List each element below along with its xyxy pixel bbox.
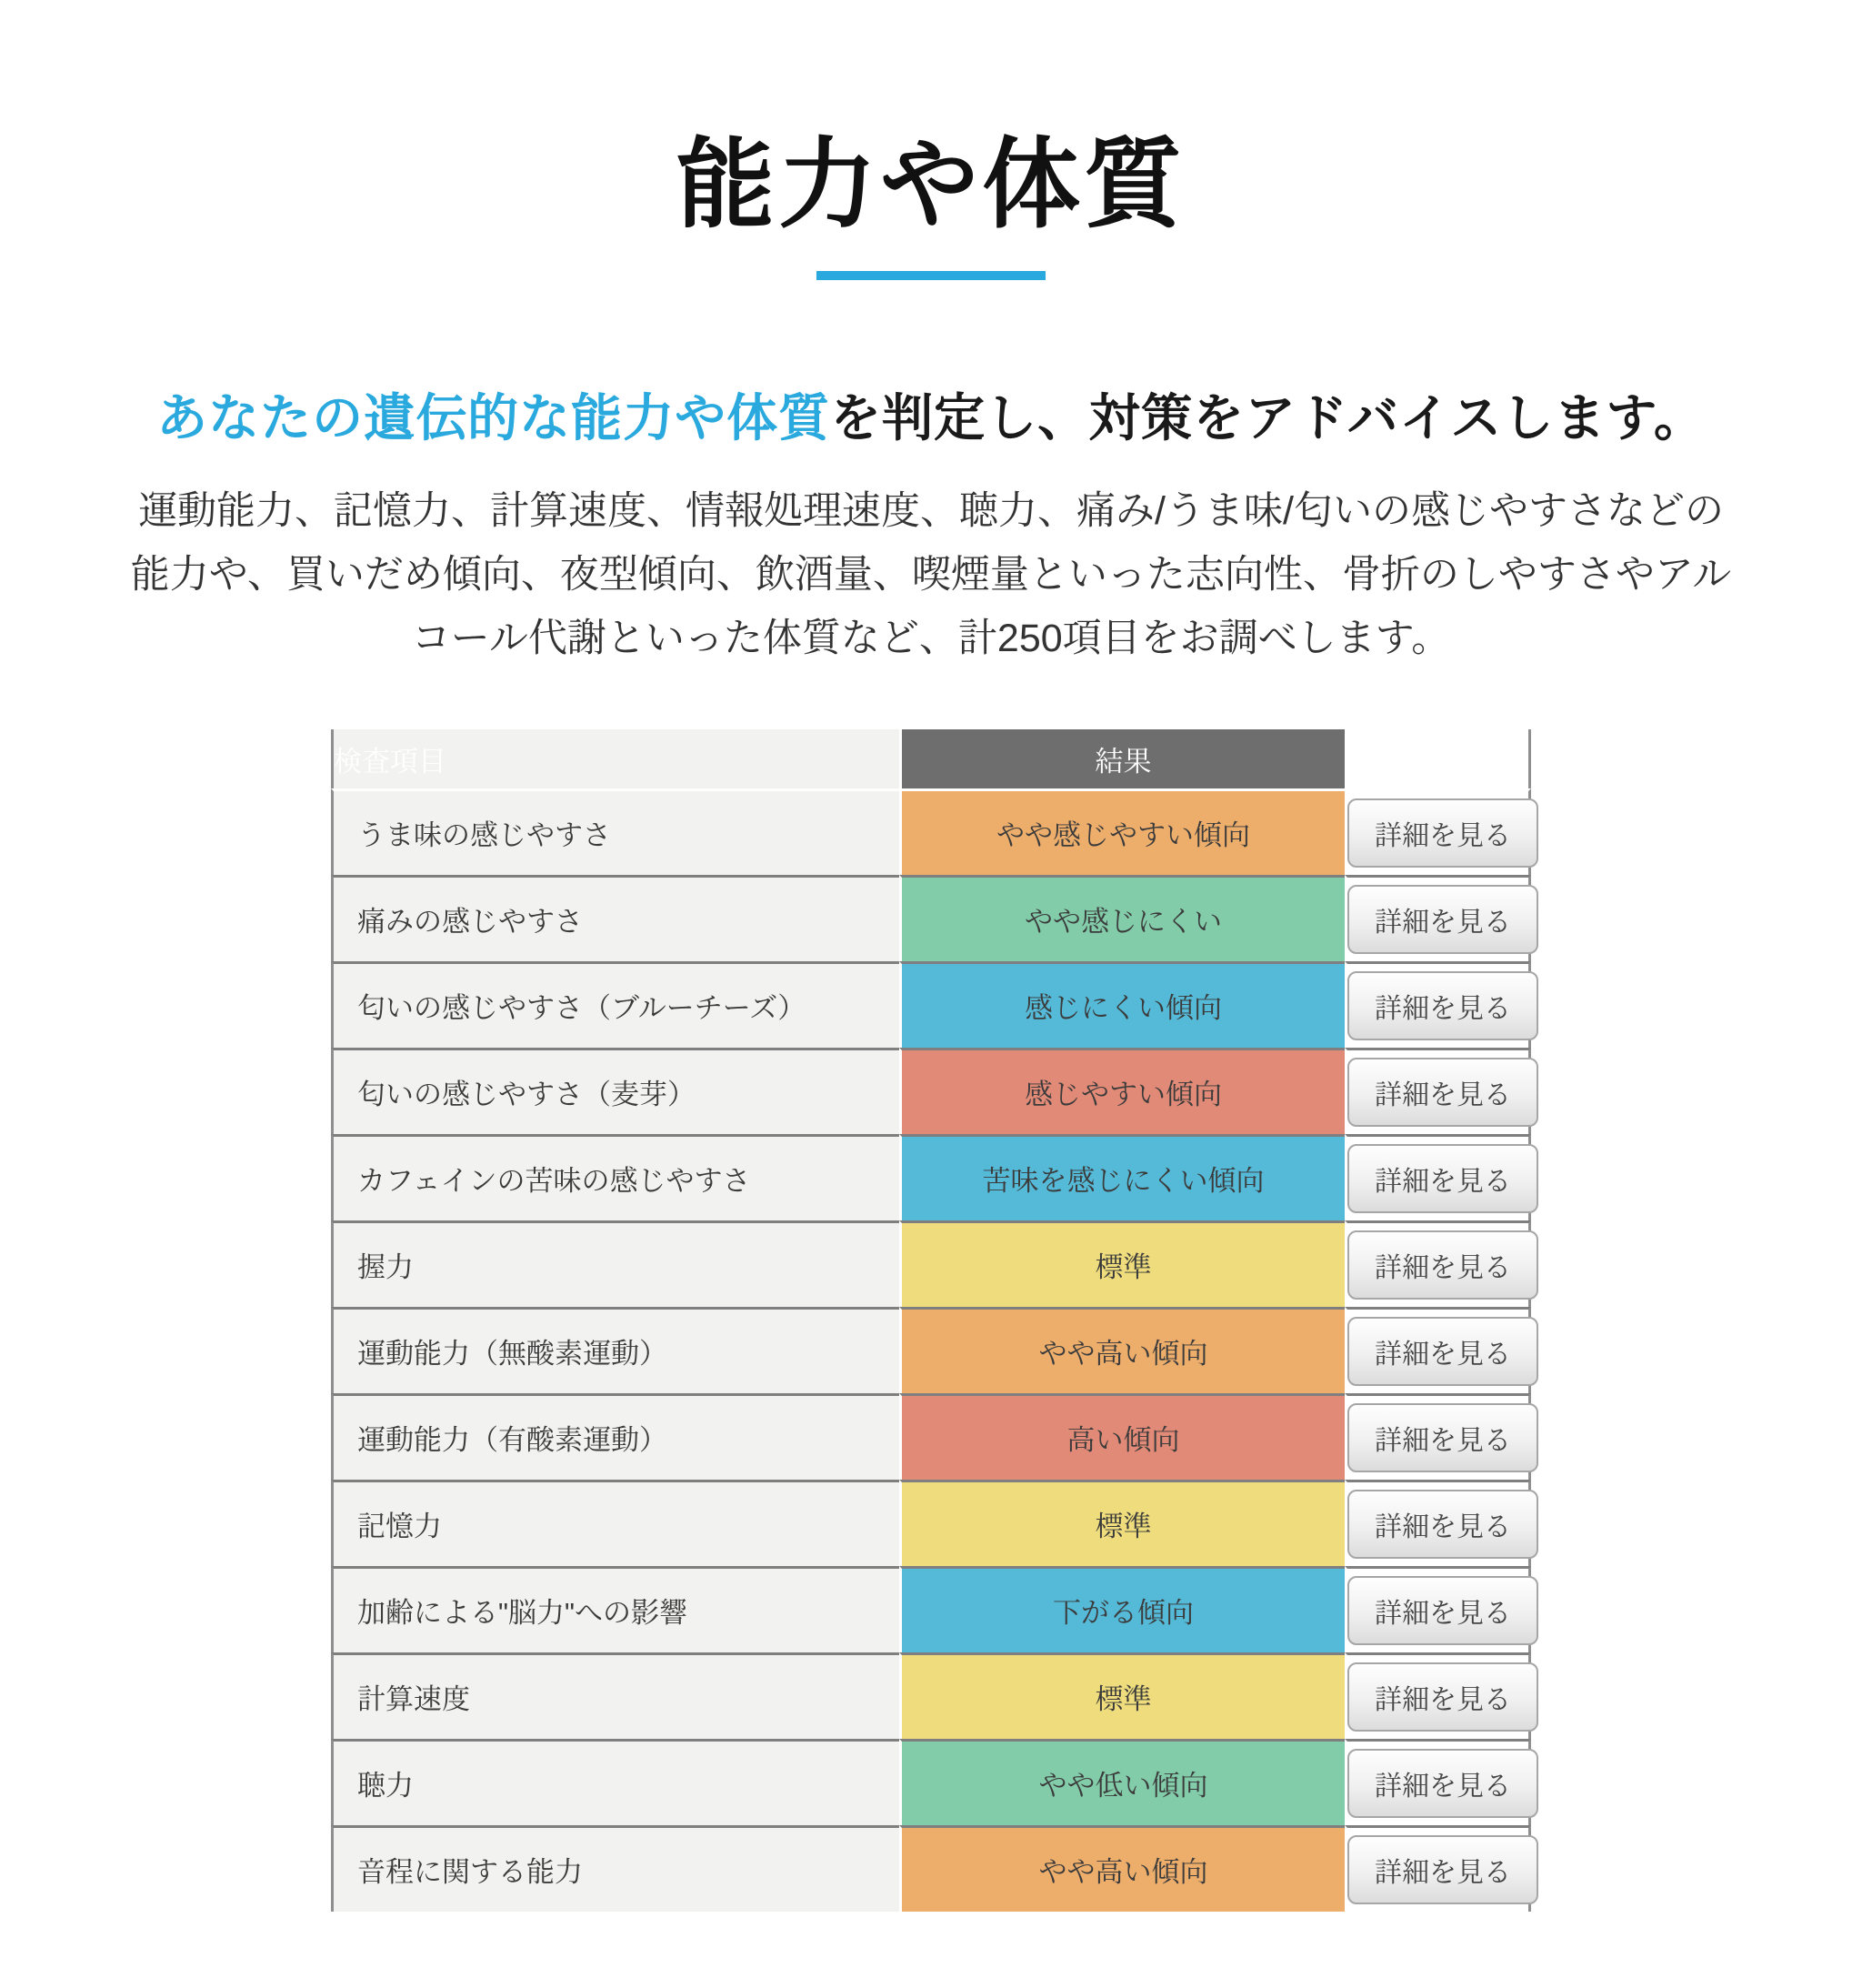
action-cell (1345, 788, 1531, 875)
action-cell (1345, 1825, 1531, 1912)
table-row (331, 1048, 1531, 1134)
action-cell (1345, 1220, 1531, 1307)
result-cell: 下がる傾向 (899, 1566, 1345, 1652)
action-cell (1345, 1739, 1531, 1825)
detail-button[interactable]: 詳細を見る (1347, 798, 1538, 868)
detail-button[interactable]: 詳細を見る (1347, 1576, 1538, 1645)
result-cell: やや感じやすい傾向 (899, 788, 1345, 875)
detail-button[interactable]: 詳細を見る (1347, 885, 1538, 954)
page-title: 能力や体質 (676, 129, 1186, 239)
header-actions-cell (1345, 729, 1531, 788)
detail-button[interactable]: 詳細を見る (1347, 1230, 1538, 1300)
test-item-cell: うま味の感じやすさ (331, 788, 899, 875)
table-row (331, 1825, 1531, 1912)
detail-button[interactable]: 詳細を見る (1347, 1058, 1538, 1127)
header-result-cell: 結果 (899, 729, 1345, 788)
result-cell: 標準 (899, 1220, 1345, 1307)
detail-button[interactable]: 詳細を見る (1347, 971, 1538, 1040)
test-item-cell: 匂いの感じやすさ（ブルーチーズ） (331, 961, 899, 1048)
action-cell (1345, 961, 1531, 1048)
test-item-cell: 記憶力 (331, 1480, 899, 1566)
lead-text (0, 380, 1862, 457)
header-item-cell: 検査項目 (331, 729, 899, 788)
action-cell (1345, 1134, 1531, 1220)
result-cell: 感じやすい傾向 (899, 1048, 1345, 1134)
table-row (331, 875, 1531, 961)
result-cell: やや高い傾向 (899, 1825, 1345, 1912)
results-table-body (331, 788, 1531, 1912)
table-row (331, 961, 1531, 1048)
result-cell: 高い傾向 (899, 1393, 1345, 1480)
lead-highlight: あなたの遺伝的な能力や体質 (156, 388, 831, 447)
table-row (331, 1480, 1531, 1566)
detail-button[interactable]: 詳細を見る (1347, 1403, 1538, 1472)
result-cell: やや低い傾向 (899, 1739, 1345, 1825)
detail-button[interactable]: 詳細を見る (1347, 1662, 1538, 1732)
table-row (331, 1393, 1531, 1480)
action-cell (1345, 1393, 1531, 1480)
table-row (331, 788, 1531, 875)
action-cell (1345, 875, 1531, 961)
table-row (331, 1739, 1531, 1825)
test-item-cell: 加齢による"脳力"への影響 (331, 1566, 899, 1652)
action-cell (1345, 1307, 1531, 1393)
test-item-cell: 運動能力（有酸素運動） (331, 1393, 899, 1480)
action-cell (1345, 1652, 1531, 1739)
table-header-row (331, 729, 1531, 788)
test-item-cell: 痛みの感じやすさ (331, 875, 899, 961)
detail-button[interactable]: 詳細を見る (1347, 1144, 1538, 1213)
test-item-cell: 音程に関する能力 (331, 1825, 899, 1912)
action-cell (1345, 1048, 1531, 1134)
test-item-cell: 匂いの感じやすさ（麦芽） (331, 1048, 899, 1134)
results-table (331, 729, 1531, 1912)
test-item-cell: 握力 (331, 1220, 899, 1307)
detail-button[interactable]: 詳細を見る (1347, 1490, 1538, 1559)
table-row (331, 1566, 1531, 1652)
result-cell: 苦味を感じにくい傾向 (899, 1134, 1345, 1220)
result-cell: やや感じにくい (899, 875, 1345, 961)
title-underline-divider (816, 271, 1046, 280)
test-item-cell: カフェインの苦味の感じやすさ (331, 1134, 899, 1220)
result-cell: 感じにくい傾向 (899, 961, 1345, 1048)
detail-button[interactable]: 詳細を見る (1347, 1317, 1538, 1386)
action-cell (1345, 1480, 1531, 1566)
table-row (331, 1220, 1531, 1307)
table-row (331, 1307, 1531, 1393)
action-cell (1345, 1566, 1531, 1652)
table-row (331, 1134, 1531, 1220)
detail-button[interactable]: 詳細を見る (1347, 1835, 1538, 1904)
table-row (331, 1652, 1531, 1739)
test-item-cell: 運動能力（無酸素運動） (331, 1307, 899, 1393)
result-cell: やや高い傾向 (899, 1307, 1345, 1393)
test-item-cell: 計算速度 (331, 1652, 899, 1739)
description-text: 運動能力、記憶力、計算速度、情報処理速度、聴力、痛み/うま味/匂いの感じやすさなどの能力や、買いだめ傾向、夜型傾向、飲酒量、喫煙量といった志向性、骨折のしやすさやアルコール代謝といった体質など、計250項目をお調べします。 (130, 488, 1732, 660)
detail-button[interactable]: 詳細を見る (1347, 1749, 1538, 1818)
page (0, 126, 1862, 1912)
lead-rest: を判定し、対策をアドバイスします。 (830, 388, 1706, 447)
test-item-cell: 聴力 (331, 1739, 899, 1825)
result-cell: 標準 (899, 1480, 1345, 1566)
result-cell: 標準 (899, 1652, 1345, 1739)
